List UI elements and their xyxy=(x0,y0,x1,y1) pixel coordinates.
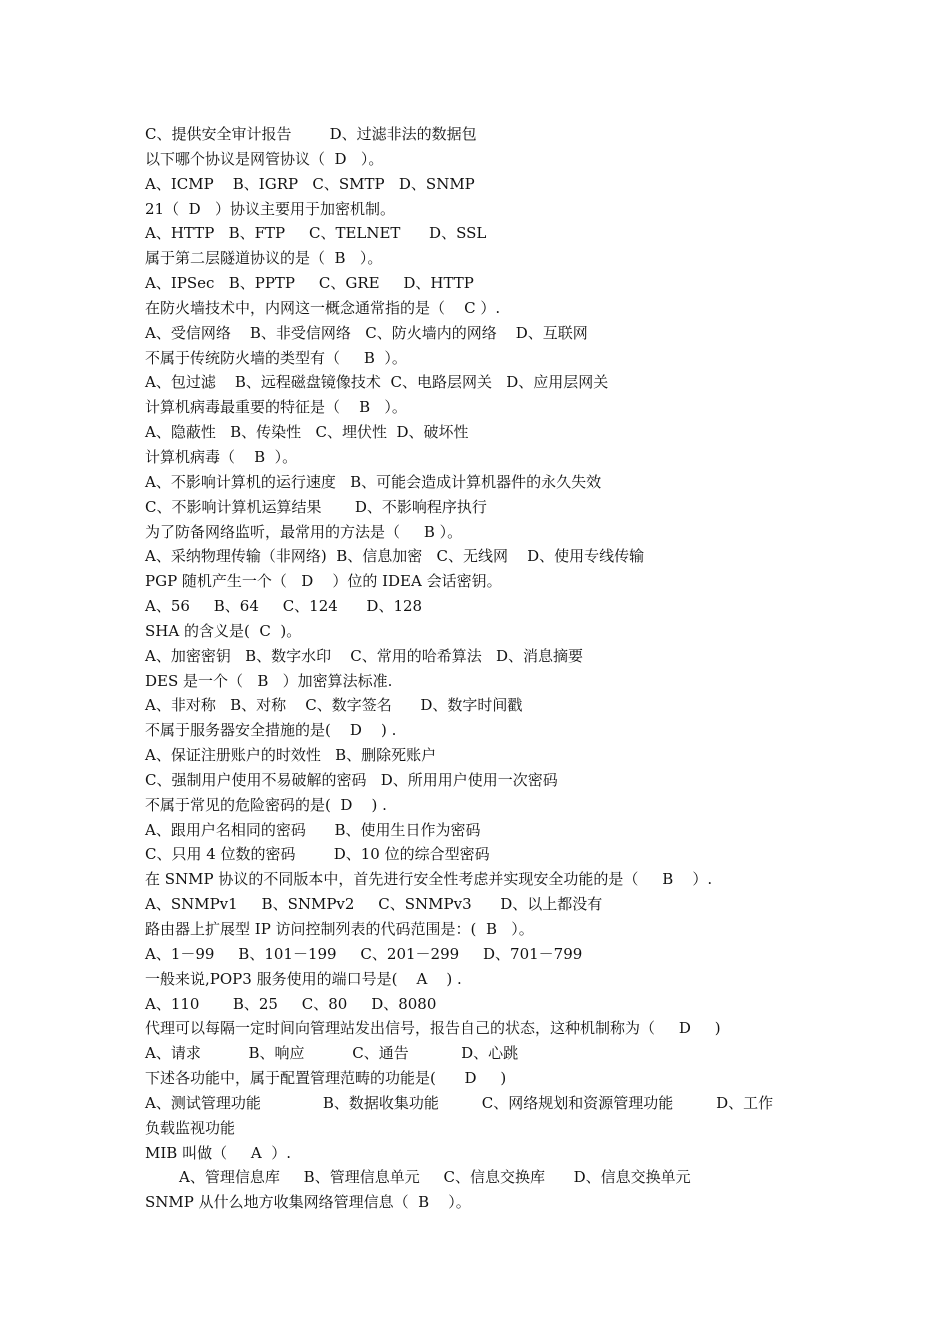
document-body xyxy=(145,122,815,1215)
question-line: 在防火墙技术中，内网这一概念通常指的是（ C ）. xyxy=(145,298,501,317)
question-line: 不属于服务器安全措施的是( D ) . xyxy=(145,721,397,740)
question-line: 计算机病毒最重要的特征是（ B ）。 xyxy=(145,398,407,417)
question-line: 计算机病毒（ B ）。 xyxy=(145,447,298,466)
question-line: PGP 随机产生一个（ D ）位的 IDEA 会话密钥。 xyxy=(145,572,502,591)
options-line: A、隐蔽性 B、传染性 C、埋伏性 D、破坏性 xyxy=(145,423,469,442)
question-line: 代理可以每隔一定时间向管理站发出信号，报告自己的状态，这种机制称为（ D ) xyxy=(145,1019,721,1038)
question-line: SNMP 从什么地方收集网络管理信息（ B ）。 xyxy=(145,1193,471,1212)
options-line: A、加密密钥 B、数字水印 C、常用的哈希算法 D、消息摘要 xyxy=(145,646,584,665)
question-line: 为了防备网络监听，最常用的方法是（ B ）。 xyxy=(145,522,463,541)
options-line: A、1－99 B、101－199 C、201－299 D、701－799 xyxy=(145,944,583,963)
question-line: SHA 的含义是( C )。 xyxy=(145,621,302,640)
question-line: 一般来说,POP3 服务使用的端口号是( A ) . xyxy=(145,969,462,988)
question-line: DES 是一个（ B ）加密算法标准. xyxy=(145,671,393,690)
options-line: C、不影响计算机运算结果 D、不影响程序执行 xyxy=(145,497,487,516)
question-line: MIB 叫做（ A ）. xyxy=(145,1143,292,1162)
options-line: A、HTTP B、FTP C、TELNET D、SSL xyxy=(145,224,487,243)
options-line: A、不影响计算机的运行速度 B、可能会造成计算机器件的永久失效 xyxy=(145,472,602,491)
options-line: A、跟用户名相同的密码 B、使用生日作为密码 xyxy=(145,820,481,839)
options-line: 负载监视功能 xyxy=(145,1118,236,1137)
question-line: 21（ D ）协议主要用于加密机制。 xyxy=(145,199,395,218)
question-line: 下述各功能中，属于配置管理范畴的功能是( D ) xyxy=(145,1069,507,1088)
options-line: C、只用 4 位数的密码 D、10 位的综合型密码 xyxy=(145,845,490,864)
options-line: A、受信网络 B、非受信网络 C、防火墙内的网络 D、互联网 xyxy=(145,323,588,342)
options-line: A、非对称 B、对称 C、数字签名 D、数字时间戳 xyxy=(145,696,523,715)
text-line: C、提供安全审计报告 D、过滤非法的数据包 xyxy=(145,125,477,143)
options-line: A、SNMPv1 B、SNMPv2 C、SNMPv3 D、以上都没有 xyxy=(145,895,603,914)
question-line: 路由器上扩展型 IP 访问控制列表的代码范围是：( B ）。 xyxy=(145,920,534,938)
question-line: 在 SNMP 协议的不同版本中，首先进行安全性考虑并实现安全功能的是（ B ）. xyxy=(145,870,713,889)
options-line: A、保证注册账户的时效性 B、删除死账户 xyxy=(145,746,437,765)
options-line: A、110 B、25 C、80 D、8080 xyxy=(145,994,437,1013)
options-line: A、IPSec B、PPTP C、GRE D、HTTP xyxy=(145,274,474,293)
question-line: 以下哪个协议是网管协议（ D ）。 xyxy=(145,149,384,168)
options-line: A、包过滤 B、远程磁盘镜像技术 C、电路层网关 D、应用层网关 xyxy=(145,373,609,392)
options-line: A、管理信息库 B、管理信息单元 C、信息交换库 D、信息交换单元 xyxy=(179,1168,691,1187)
options-line: A、采纳物理传输（非网络) B、信息加密 C、无线网 D、使用专线传输 xyxy=(145,547,645,566)
options-line: A、请求 B、响应 C、通告 D、心跳 xyxy=(145,1044,519,1063)
question-line: 不属于传统防火墙的类型有（ B ）。 xyxy=(145,348,407,367)
question-line: 不属于常见的危险密码的是( D ) . xyxy=(145,795,387,814)
question-line: 属于第二层隧道协议的是（ B ）。 xyxy=(145,249,383,268)
options-line: C、强制用户使用不易破解的密码 D、所用用户使用一次密码 xyxy=(145,770,558,789)
options-line: A、ICMP B、IGRP C、SMTP D、SNMP xyxy=(145,174,475,193)
options-line: A、56 B、64 C、124 D、128 xyxy=(145,597,423,616)
options-line: A、测试管理功能 B、数据收集功能 C、网络规划和资源管理功能 D、工作 xyxy=(145,1093,774,1112)
